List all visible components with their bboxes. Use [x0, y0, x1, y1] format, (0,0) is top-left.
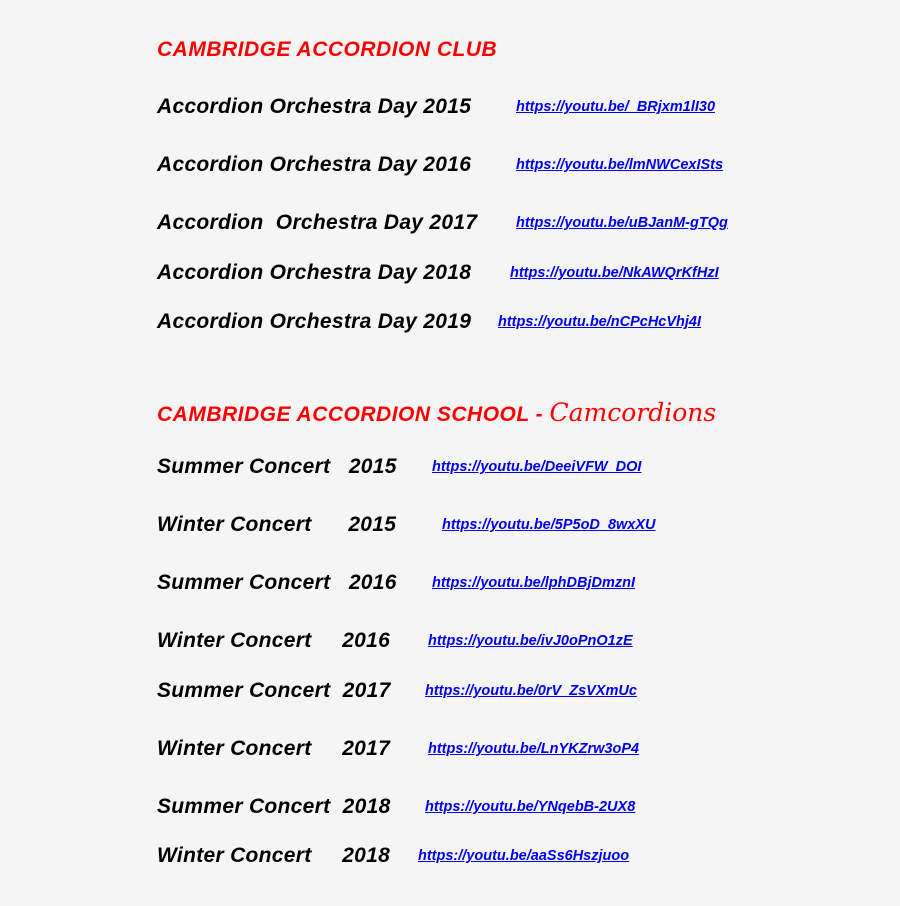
school-item-title: Winter Concert 2015: [157, 513, 397, 536]
school-item-link[interactable]: https://youtu.be/5P5oD_8wxXU: [442, 517, 656, 533]
school-heading: [157, 398, 716, 427]
school-item-link[interactable]: https://youtu.be/LnYKZrw3oP4: [428, 741, 640, 757]
school-item-title: Winter Concert 2018: [157, 844, 391, 867]
school-item-title: Winter Concert 2017: [157, 737, 391, 760]
school-item-title: Winter Concert 2016: [157, 629, 391, 652]
club-item-title: Accordion Orchestra Day 2017: [157, 211, 478, 234]
school-item-title: Summer Concert 2018: [157, 795, 391, 818]
club-item-title: Accordion Orchestra Day 2019: [157, 310, 472, 333]
club-heading-text: CAMBRIDGE ACCORDION CLUB: [157, 38, 498, 61]
school-item-link[interactable]: https://youtu.be/lphDBjDmznI: [432, 575, 635, 591]
school-heading-text: CAMBRIDGE ACCORDION SCHOOL -: [157, 403, 550, 426]
school-subheading: Camcordions: [549, 398, 717, 427]
school-item-title: Summer Concert 2015: [157, 455, 397, 478]
school-item-link[interactable]: https://youtu.be/0rV_ZsVXmUc: [425, 683, 637, 699]
club-item-link[interactable]: https://youtu.be/NkAWQrKfHzI: [510, 265, 719, 281]
school-item-link[interactable]: https://youtu.be/ivJ0oPnO1zE: [428, 633, 633, 649]
club-item-link[interactable]: https://youtu.be/uBJanM-gTQg: [516, 215, 728, 231]
club-item-title: Accordion Orchestra Day 2018: [157, 261, 472, 284]
school-item-link[interactable]: https://youtu.be/DeeiVFW_DOI: [432, 459, 642, 475]
club-item-title: Accordion Orchestra Day 2015: [157, 95, 472, 118]
club-item-title: Accordion Orchestra Day 2016: [157, 153, 472, 176]
school-item-title: Summer Concert 2017: [157, 679, 391, 702]
school-item-link[interactable]: https://youtu.be/aaSs6Hszjuoo: [418, 848, 630, 864]
school-item-link[interactable]: https://youtu.be/YNqebB-2UX8: [425, 799, 636, 815]
club-item-link[interactable]: https://youtu.be/_BRjxm1lI30: [516, 99, 716, 115]
school-item-title: Summer Concert 2016: [157, 571, 397, 594]
club-item-link[interactable]: https://youtu.be/lmNWCexISts: [516, 157, 724, 173]
club-heading: [157, 38, 497, 62]
club-item-link[interactable]: https://youtu.be/nCPcHcVhj4I: [498, 314, 702, 330]
